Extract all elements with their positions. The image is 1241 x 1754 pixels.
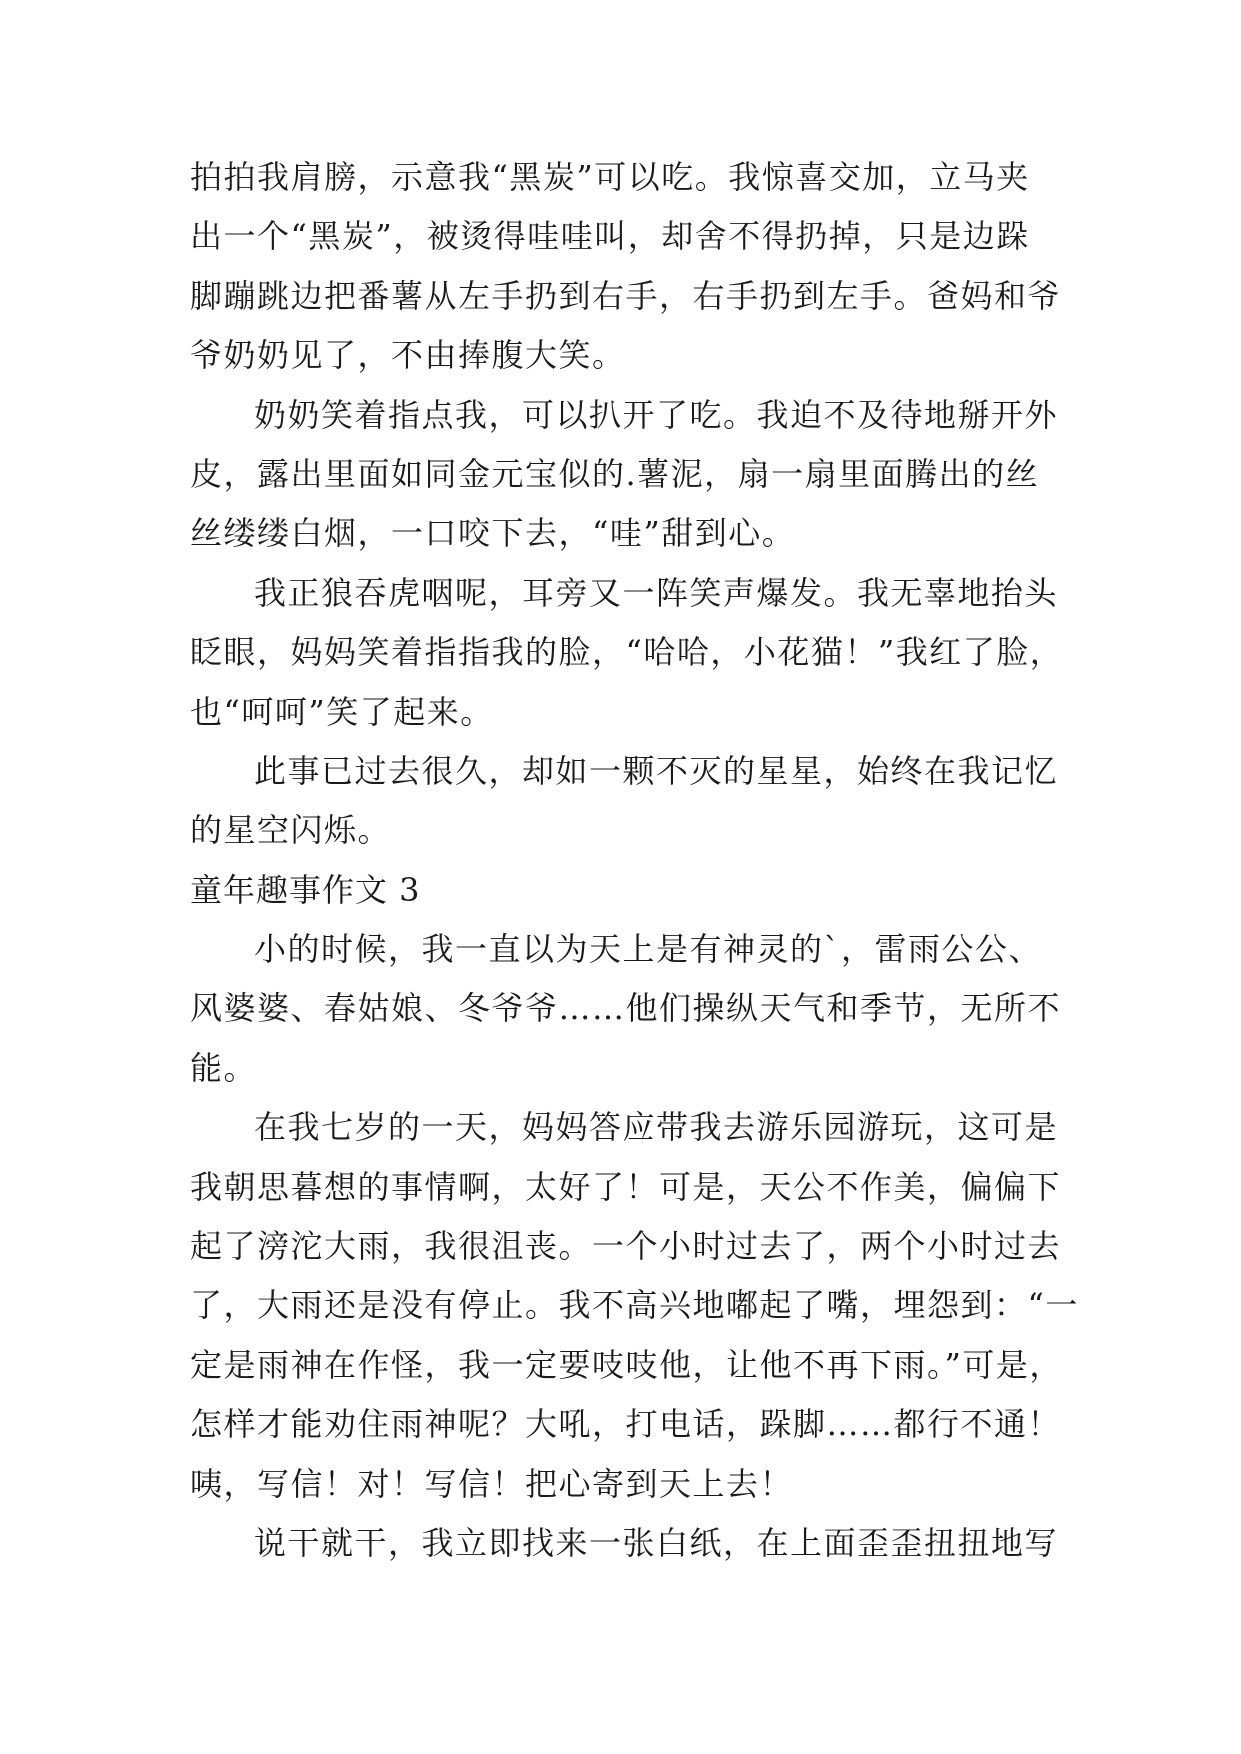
section-heading: 童年趣事作文 3 — [190, 870, 421, 909]
paragraph-line: 定是雨神在作怪，我一定要吱吱他，让他不再下雨。”可是， — [190, 1345, 1063, 1384]
paragraph-line: 怎样才能劝住雨神呢？大吼，打电话，跺脚……都行不通！ — [190, 1405, 1062, 1444]
paragraph-line: 能。 — [190, 1048, 258, 1087]
paragraph-line: 皮，露出里面如同金元宝似的.薯泥，扇一扇里面腾出的丝 — [190, 454, 1040, 493]
paragraph-line: 出一个“黑炭”，被烫得哇哇叫，却舍不得扔掉，只是边跺 — [190, 217, 1030, 256]
paragraph-line: 丝缕缕白烟，一口咬下去，“哇”甜到心。 — [190, 514, 796, 553]
paragraph-line: 眨眼，妈妈笑着指指我的脸，“哈哈，小花猫！”我红了脸， — [190, 633, 1064, 672]
paragraph-line: 此事已过去很久，却如一颗不灭的星星，始终在我记忆 — [254, 751, 1059, 790]
paragraph-line: 说干就干，我立即找来一张白纸，在上面歪歪扭扭地写 — [254, 1523, 1059, 1562]
paragraph-line: 爷奶奶见了，不由捧腹大笑。 — [190, 336, 626, 375]
paragraph-line: 拍拍我肩膀，示意我“黑炭”可以吃。我惊喜交加，立马夹 — [190, 158, 1030, 196]
document-body — [190, 148, 1079, 1573]
paragraph-line: 风婆婆、春姑娘、冬爷爷……他们操纵天气和季节，无所不 — [190, 989, 1062, 1028]
paragraph-line: 小的时候，我一直以为天上是有神灵的`，雷雨公公、 — [254, 930, 1043, 969]
paragraph-line: 的星空闪烁。 — [190, 811, 392, 850]
paragraph-line: 了，大雨还是没有停止。我不高兴地嘟起了嘴，埋怨到：“一 — [190, 1286, 1079, 1325]
paragraph-line: 也“呵呵”笑了起来。 — [190, 692, 494, 731]
paragraph-line: 我正狼吞虎咽呢，耳旁又一阵笑声爆发。我无辜地抬头 — [254, 573, 1059, 612]
paragraph-line: 咦，写信！对！写信！把心寄到天上去！ — [190, 1464, 794, 1503]
paragraph-line: 起了滂沱大雨，我很沮丧。一个小时过去了，两个小时过去 — [190, 1227, 1062, 1266]
paragraph-line: 奶奶笑着指点我，可以扒开了吃。我迫不及待地掰开外 — [254, 395, 1059, 434]
paragraph-line: 脚蹦跳边把番薯从左手扔到右手，右手扔到左手。爸妈和爷 — [190, 276, 1062, 315]
paragraph-line: 在我七岁的一天，妈妈答应带我去游乐园游玩，这可是 — [254, 1108, 1059, 1147]
paragraph-line: 我朝思暮想的事情啊，太好了！可是，天公不作美，偏偏下 — [190, 1167, 1062, 1206]
